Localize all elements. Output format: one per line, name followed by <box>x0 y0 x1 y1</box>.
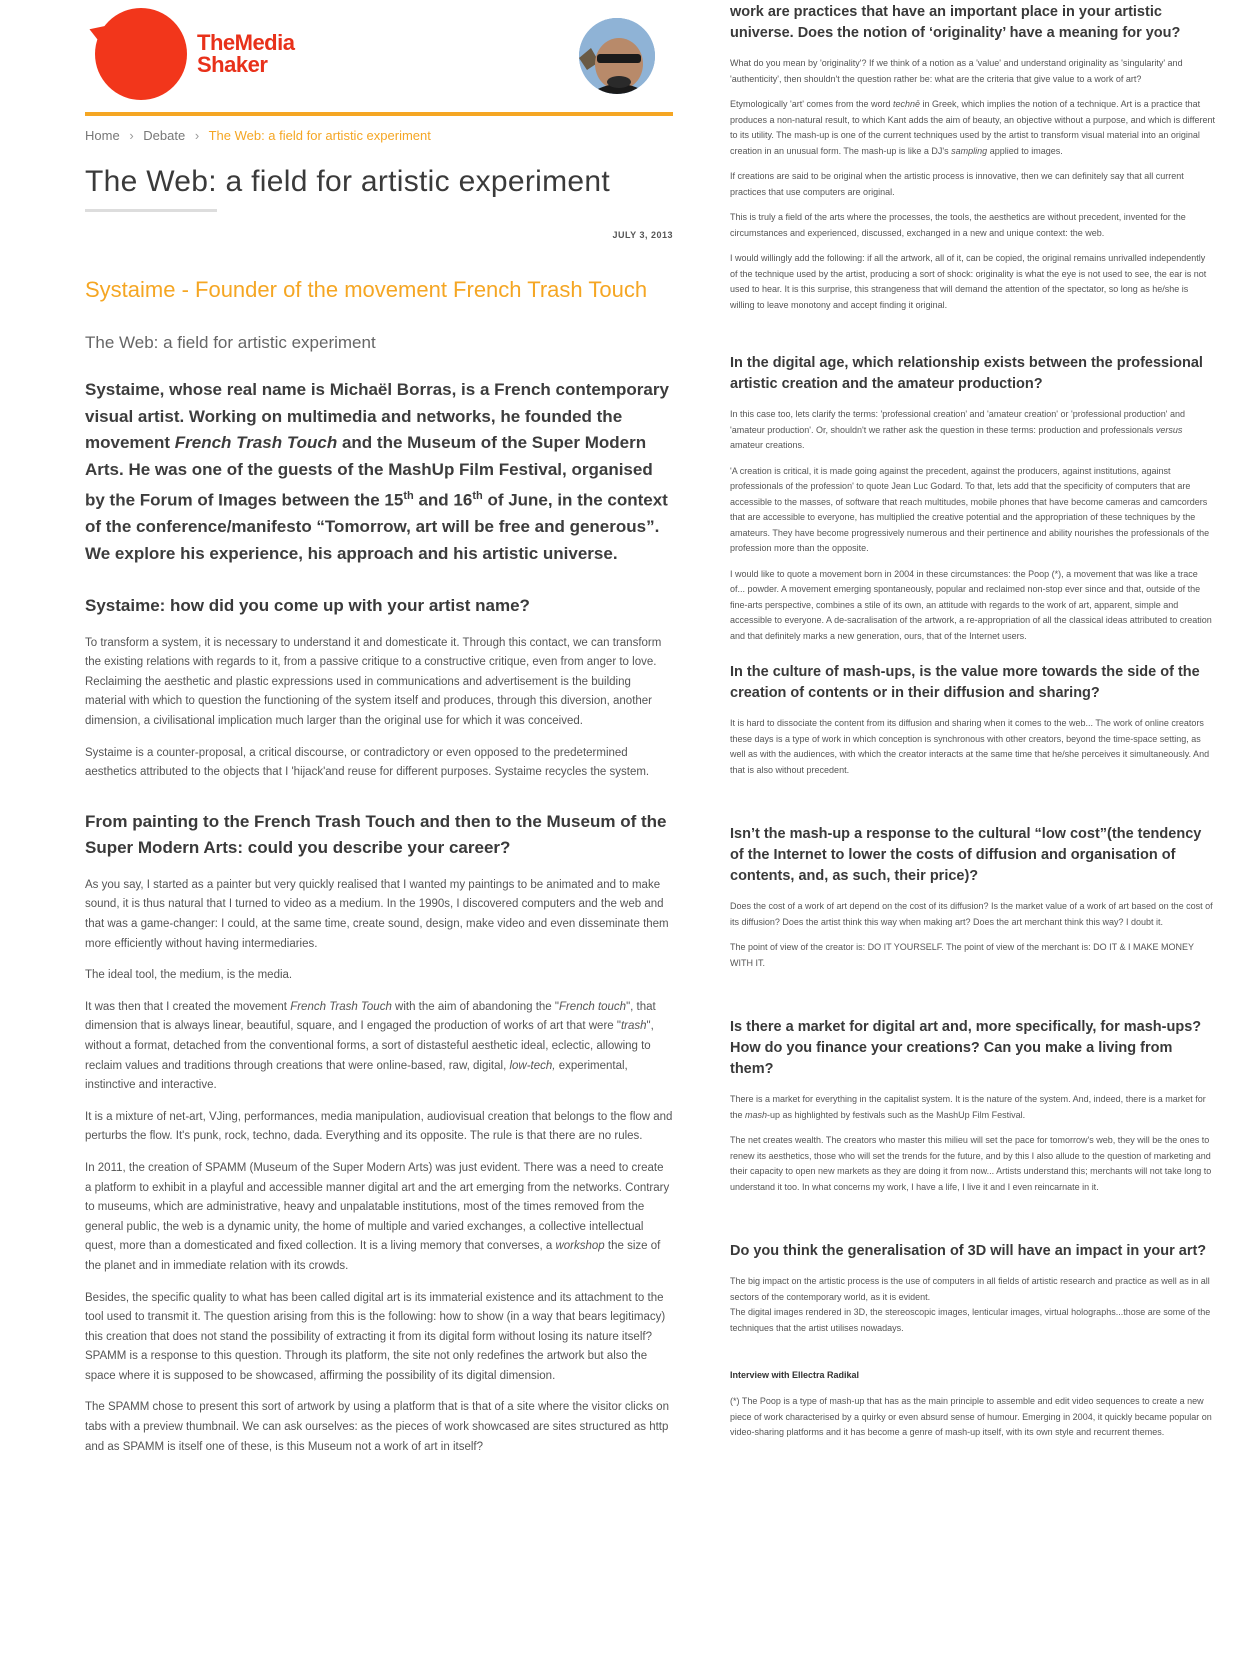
answer-paragraph: The digital images rendered in 3D, the stereoscopic images, lenticular images, virtual holographs...those are some of the techniques that the artist utilises nowadays. <box>730 1307 1211 1333</box>
question-heading: In the digital age, which relationship exists between the professional artistic creation and the amateur production? <box>730 355 1203 392</box>
avatar-portrait-icon <box>579 18 655 94</box>
answer-paragraph: Etymologically 'art' comes from the word technē in Greek, which implies the notion of a technique. Art is a practice that produces a non-natural result, to which Kant adds the aim of beauty, an objective without a purpose, and which is different to its utility. The mash-up is one of the current techniques used by the artist to transform visual material into an original creation in an unusual form. The mash-up is like a DJ's sampling applied to images. <box>730 99 1215 156</box>
answer-paragraph: In 2011, the creation of SPAMM (Museum of the Super Modern Arts) was just evident. There was a need to create a platform to exhibit in a playful and accessible manner digital art and the art emerging from the networks. Contrary to museums, which are administrative, heavy and unpalatable institutions, most of the times removed from the general public, the web is a dynamic unity, the home of multiple and varied exchanges, a collective intellectual quest, more than a domesticated and fixed collection. It is a living memory that converses, a workshop the size of the planet and in immediate relation with its crowds. <box>85 1161 670 1272</box>
answer-paragraph: It was then that I created the movement French Trash Touch with the aim of abandoning the "French touch", that dimension that is always linear, beautiful, square, and I engaged the production of works of art that were "trash", without a format, detached from the conventional forms, a sort of distasteful aesthetic ideal, eclectic, allowing to reclaim values and traditions through creations that were online-based, raw, digital, low-tech, experimental, instinctive and interactive. <box>85 1000 656 1092</box>
answer-paragraph: Systaime is a counter-proposal, a critical discourse, or contradictory or even opposed to the predetermined aesthetics attributed to the objects that I 'hijack'and reuse for different purposes. Systaime recycles the system. <box>85 746 650 779</box>
answer-paragraph: Does the cost of a work of art depend on the cost of its diffusion? Is the market value of a work of art based on the cost of its diffusion? Does the artist think this way when making art? Does the art merchant think this way? I doubt it. <box>730 901 1213 927</box>
article-subtitle: Systaime - Founder of the movement French Trash Touch <box>85 277 648 302</box>
answer-paragraph: The net creates wealth. The creators who master this milieu will set the pace for tomorrow's web, they will be the ones to renew its aesthetics, those who will set the trends for the future, and by this I also allude to the question of marketing and their capacity to open new markets as they are doing it from now... Artists understand this; merchants will not take long to understand it too. In what concerns my work, I have a life, I live it and I even reincarnate in it. <box>730 1135 1212 1192</box>
answer-paragraph: I would like to quote a movement born in 2004 in these circumstances: the Poop (*), a movement that was like a trace of... powder. A movement emerging spontaneously, popular and reclaimed non-stop ever since and that, outside of the fine-arts perspective, combines a stile of its own, an attitude with regards to the work of art, apparent, simple and accessible to everyone. A de-sacralisation of the artwork, a re-appropriation of all the classical ideas attributed to creation and that definitely marks a new generation, ours, that of the Internet users. <box>730 568 1212 641</box>
footnote: (*) The Poop is a type of mash-up that has as the main principle to assemble and edit video sequences to create a new piece of work characterised by a quirky or even absurd sense of humour. Emerging in 2004, it quickly became popular on video-sharing platforms and it has become a genre of mash-up itself, with its own style and recurrent themes. <box>730 1396 1212 1437</box>
question-heading: From painting to the French Trash Touch and then to the Museum of the Super Modern Arts: could you describe your career? <box>85 811 667 858</box>
question-heading: In the culture of mash-ups, is the value more towards the side of the creation of contents or in their diffusion and sharing? <box>730 664 1200 701</box>
site-logo[interactable]: TheMedia Shaker <box>197 30 295 77</box>
left-column <box>85 0 673 1469</box>
question-heading: Do you think the generalisation of 3D will have an impact in your art? <box>730 1243 1207 1259</box>
logo-icon[interactable] <box>95 8 187 100</box>
answer-paragraph: It is hard to dissociate the content from its diffusion and sharing when it comes to the web... The work of online creators these days is a type of work in which conception is synchronous with other creators, beyond the time-space setting, as well as with the audiences, with which the creator interacts at the same time that he/she perceives it simultaneously. And that is also without precedent. <box>730 718 1210 775</box>
right-column <box>730 0 1215 1451</box>
answer-paragraph: The big impact on the artistic process is the use of computers in all fields of artistic research and practice as well as in all sectors of the contemporary world, as it is evident. <box>730 1276 1210 1302</box>
answer-paragraph: Besides, the specific quality to what has been called digital art is its immaterial existence and its attachment to the tool used to transmit it. The question arising from this is the following: how to show (in a way that bears legitimacy) this creation that does not stand the possibility of extracting it from its digital form without losing its nature itself? SPAMM is a response to this question. Through its platform, the site not only redefines the artwork but also the space where it is supposed to be showcased, affirming the possibility of its digital dimension. <box>85 1291 666 1382</box>
question-heading: work are practices that have an important place in your artistic universe. Does the notion of ‘originality’ have a meaning for you? <box>730 4 1181 41</box>
answer-paragraph: It is a mixture of net-art, VJing, performances, media manipulation, audiovisual creation that belongs to the flow and perturbs the flow. It's punk, rock, techno, dada. Everything and its opposite. The rule is that there are no rules. <box>85 1110 673 1143</box>
breadcrumb-separator: › <box>129 128 134 143</box>
answer-paragraph: 'A creation is critical, it is made going against the precedent, against the producers, against institutions, against professionals of the profession' to quote Jean Luc Godard. To that, lets add that the specificity of computers that are accessible to the masses, of software that reach multitudes, mobile phones that have become cameras and camcorders that are accessible to everyone, has multiplied the creative potential and the appropriation of these techniques by the amateurs. They have become progressively numerous and their pertinence and ability nourishes the professionals of the profession more than the opposite. <box>730 465 1210 553</box>
breadcrumb-current[interactable]: The Web: a field for artistic experiment <box>208 128 431 143</box>
page-title: The Web: a field for artistic experiment <box>85 165 610 198</box>
breadcrumb <box>85 128 673 143</box>
site-header <box>85 0 673 116</box>
answer-paragraph: The point of view of the creator is: DO IT YOURSELF. The point of view of the merchant is: DO IT & I MAKE MONEY WITH IT. <box>730 942 1194 968</box>
answer-paragraph: The ideal tool, the medium, is the media. <box>85 969 293 982</box>
answer-paragraph: What do you mean by 'originality'? If we think of a notion as a 'value' and understand originality as 'singularity' and 'authenticity', then shouldn't the question rather be: what are the criteria that give value to a work of art? <box>730 58 1183 84</box>
breadcrumb-home[interactable]: Home <box>85 128 120 143</box>
title-underline <box>85 209 217 212</box>
question-heading: Is there a market for digital art and, more specifically, for mash-ups? How do you finance your creations? Can you make a living from them? <box>730 1019 1202 1077</box>
question-heading: Isn’t the mash-up a response to the cultural “low cost”(the tendency of the Internet to lower the costs of diffusion and organisation of contents, and, as such, their price)? <box>730 826 1202 884</box>
answer-paragraph: To transform a system, it is necessary to understand it and domesticate it. Through this contact, we can transform the existing relations with regards to it, from a passive critique to a constructive critique, even from anger to love. Reclaiming the aesthetic and plastic expressions used in communications and advertisement is the building material with which to question the functioning of the system itself and produces, through this diversion, another dimension, a civilisational implication much larger than the original use for which it was conceived. <box>85 636 662 728</box>
breadcrumb-debate[interactable]: Debate <box>143 128 186 143</box>
question-heading: Systaime: how did you come up with your artist name? <box>85 596 530 616</box>
article-intro: Systaime, whose real name is Michaël Borras, is a French contemporary visual artist. Working on multimedia and networks, he founded the movement French Trash Touch and the Museum of the Super Modern Arts. He was one of the guests of the MashUp Film Festival, organised by the Forum of Images between the 15th and 16th of June, in the context of the conference/manifesto “Tomorrow, art will be free and generous”. We explore his experience, his approach and his artistic universe. <box>85 380 669 563</box>
interview-signature: Interview with Ellectra Radikal <box>730 1370 860 1380</box>
answer-paragraph: If creations are said to be original when the artistic process is innovative, then we can definitely say that all current practices that use computers are original. <box>730 171 1184 197</box>
answer-paragraph: I would willingly add the following: if all the artwork, all of it, can be copied, the original remains unrivalled independently of the technique used by the artist, producing a sort of shock: originality is what the eye is not used to see, the ear is not used to hear. It is this surprise, this strangeness that will demand the attention of the spectator, so long as he/she is willing to leave monotony and accept finding it original. <box>730 253 1207 310</box>
avatar[interactable] <box>579 18 655 94</box>
publish-date: JULY 3, 2013 <box>612 230 673 240</box>
breadcrumb-separator: › <box>194 128 200 143</box>
answer-paragraph: As you say, I started as a painter but very quickly realised that I wanted my paintings to be animated and to make sound, it is thus natural that I turned to video as a medium. In the 1990s, I discovered computers and the web and that was a game-changer: I could, at the same time, create sound, design, make video and even disseminate them more efficiently without having intermediaries. <box>85 878 669 950</box>
article-kicker: The Web: a field for artistic experiment <box>85 333 376 352</box>
answer-paragraph: The SPAMM chose to present this sort of artwork by using a platform that is that of a site where the visitor clicks on tabs with a preview thumbnail. We can ask ourselves: as the pieces of work showcased are sites structured as http and as SPAMM is itself one of these, is this Museum not a work of art in itself? <box>85 1401 669 1453</box>
answer-paragraph: In this case too, lets clarify the terms: 'professional creation' and 'amateur creation' or 'professional production' and 'amateur production'. Or, shouldn't we rather ask the question in these terms: production and professionals versus amateur creations. <box>730 409 1186 450</box>
answer-paragraph: There is a market for everything in the capitalist system. It is the nature of the system. And, indeed, there is a market for the mash-up as highlighted by festivals such as the MashUp Film Festival. <box>730 1094 1206 1120</box>
answer-paragraph: This is truly a field of the arts where the processes, the tools, the aesthetics are without precedent, invented for the circumstances and experienced, discussed, exchanged in a new and unique context: the web. <box>730 212 1186 238</box>
